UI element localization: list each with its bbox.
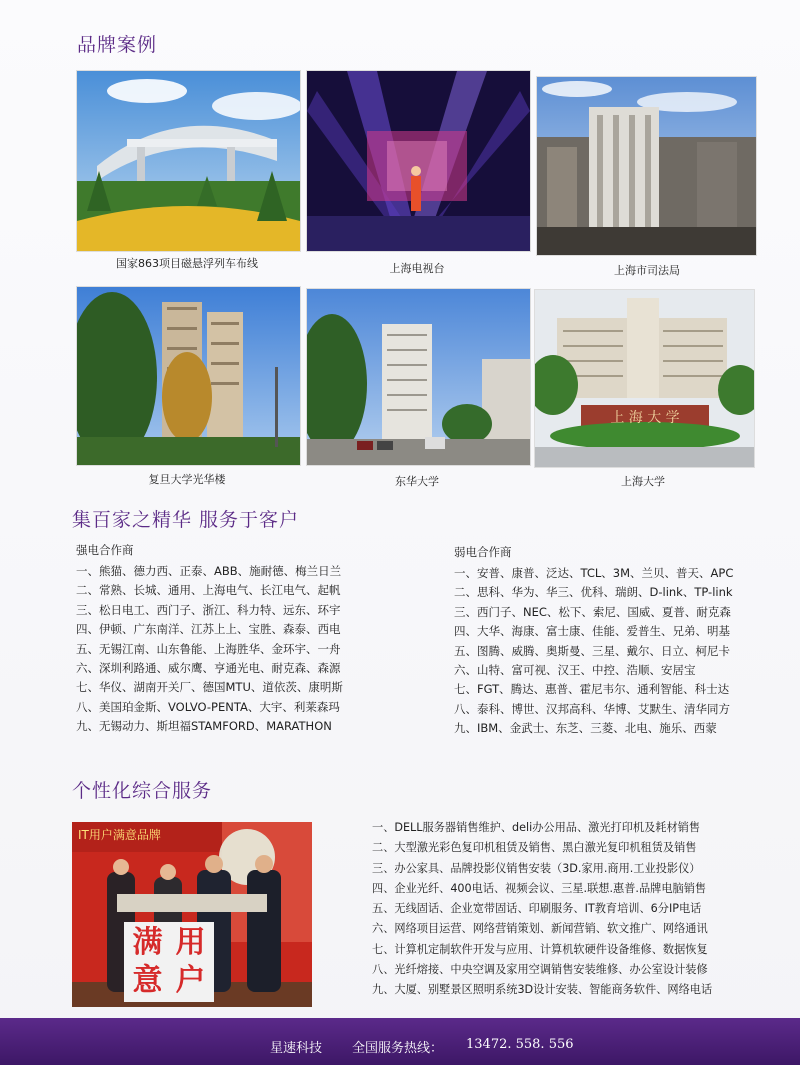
section-title-partners: 集百家之精华 服务于客户 xyxy=(72,509,300,531)
photo-tv-station xyxy=(306,70,531,252)
list-item: 七、计算机定制软件开发与应用、计算机软硬件设备维修、数据恢复 xyxy=(372,942,708,956)
list-item: 四、大华、海康、富士康、佳能、爱普生、兄弟、明基 xyxy=(454,624,730,639)
list-item: 八、泰科、博世、汉邦高科、华博、艾默生、清华同方 xyxy=(454,701,730,716)
section-title-services: 个性化综合服务 xyxy=(72,780,213,802)
list-item: 四、伊顿、广东南洋、江苏上上、宝胜、森泰、西电 xyxy=(76,622,341,637)
list-item: 九、无锡动力、斯坦福STAMFORD、MARATHON xyxy=(76,719,332,734)
list-item: 三、西门子、NEC、松下、索尼、国威、夏普、耐克森 xyxy=(454,604,731,619)
list-item: 五、无锡江南、山东鲁能、上海胜华、金环宇、一舟 xyxy=(76,641,341,656)
caption-tv-station: 上海电视台 xyxy=(389,262,445,275)
photo-maglev xyxy=(76,70,301,252)
list-item: 六、深圳利路通、威尔鹰、亨通光电、耐克森、森源 xyxy=(76,660,341,675)
strong-partners-list xyxy=(76,562,343,737)
list-item: 三、办公家具、品牌投影仪销售安装（3D.家用.商用.工业投影仪） xyxy=(372,861,701,875)
list-item: 九、IBM、金武士、东芝、三菱、北电、施乐、西蒙 xyxy=(454,721,717,736)
photo-judicial-bureau xyxy=(536,76,757,256)
hotline-label: 全国服务热线： xyxy=(352,1041,444,1056)
list-item: 四、企业光纤、400电话、视频会议、三星.联想.惠普.品牌电脑销售 xyxy=(372,881,707,895)
list-item: 七、华仪、湖南开关厂、德国MTU、道依茨、康明斯 xyxy=(76,680,343,695)
list-item: 六、网络项目运营、网络营销策划、新闻营销、软文推广、网络通讯 xyxy=(372,922,708,936)
photo-award-ceremony xyxy=(72,822,312,1007)
caption-maglev: 国家863项目磁悬浮列车布线 xyxy=(116,257,258,270)
strong-partners-heading: 强电合作商 xyxy=(76,543,134,557)
list-item: 一、熊猫、德力西、正泰、ABB、施耐德、梅兰日兰 xyxy=(76,564,342,578)
list-item: 二、思科、华为、华三、优科、瑞朗、D-link、TP-link xyxy=(454,585,733,600)
satisfied-user-sign: 满 用 意 户 xyxy=(132,925,206,998)
photo-fudan xyxy=(76,286,301,466)
caption-shanghai-university: 上海大学 xyxy=(621,475,665,488)
photo-donghua xyxy=(306,288,531,466)
list-item: 二、常熟、长城、通用、上海电气、长江电气、起帆 xyxy=(76,583,341,598)
list-item: 七、FGT、腾达、惠普、霍尼韦尔、通利智能、科士达 xyxy=(454,682,730,697)
list-item: 八、光纤熔接、中央空调及家用空调销售安装维修、办公室设计装修 xyxy=(372,963,708,977)
photo-shanghai-university xyxy=(534,289,755,468)
list-item: 五、无线固话、企业宽带固话、印刷服务、IT教育培训、6分IP电话 xyxy=(372,902,702,916)
weak-partners-list xyxy=(454,564,733,739)
list-item: 二、大型激光彩色复印机租赁及销售、黑白激光复印机租赁及销售 xyxy=(372,841,697,855)
award-banner-text: IT用户满意品牌 xyxy=(78,828,161,842)
services-list xyxy=(372,818,712,1001)
list-item: 一、安普、康普、泛达、TCL、3M、兰贝、普天、APC xyxy=(454,566,734,580)
weak-partners-heading: 弱电合作商 xyxy=(454,545,512,559)
caption-judicial-bureau: 上海市司法局 xyxy=(614,264,680,277)
section-title-cases: 品牌案例 xyxy=(77,34,158,56)
footer-bar xyxy=(0,1018,800,1065)
list-item: 五、图腾、威腾、奥斯曼、三星、戴尔、日立、柯尼卡 xyxy=(454,643,730,658)
hotline-number[interactable]: 13472. 558. 556 xyxy=(466,1037,574,1052)
list-item: 六、山特、富可视、汉王、中控、浩顺、安居宝 xyxy=(454,662,696,677)
list-item: 九、大厦、别墅景区照明系统3D设计安装、智能商务软件、网络电话 xyxy=(372,983,713,997)
list-item: 一、DELL服务器销售维护、deli办公用品、激光打印机及耗材销售 xyxy=(372,821,701,834)
caption-fudan: 复旦大学光华楼 xyxy=(148,473,226,486)
university-sign: 上 海 大 学 xyxy=(610,410,680,426)
list-item: 八、美国珀金斯、VOLVO-PENTA、大宇、利莱森玛 xyxy=(76,699,340,714)
company-name: 星速科技 xyxy=(270,1041,323,1056)
list-item: 三、松日电工、西门子、浙江、科力特、远东、环宇 xyxy=(76,602,341,617)
caption-donghua: 东华大学 xyxy=(395,475,439,488)
